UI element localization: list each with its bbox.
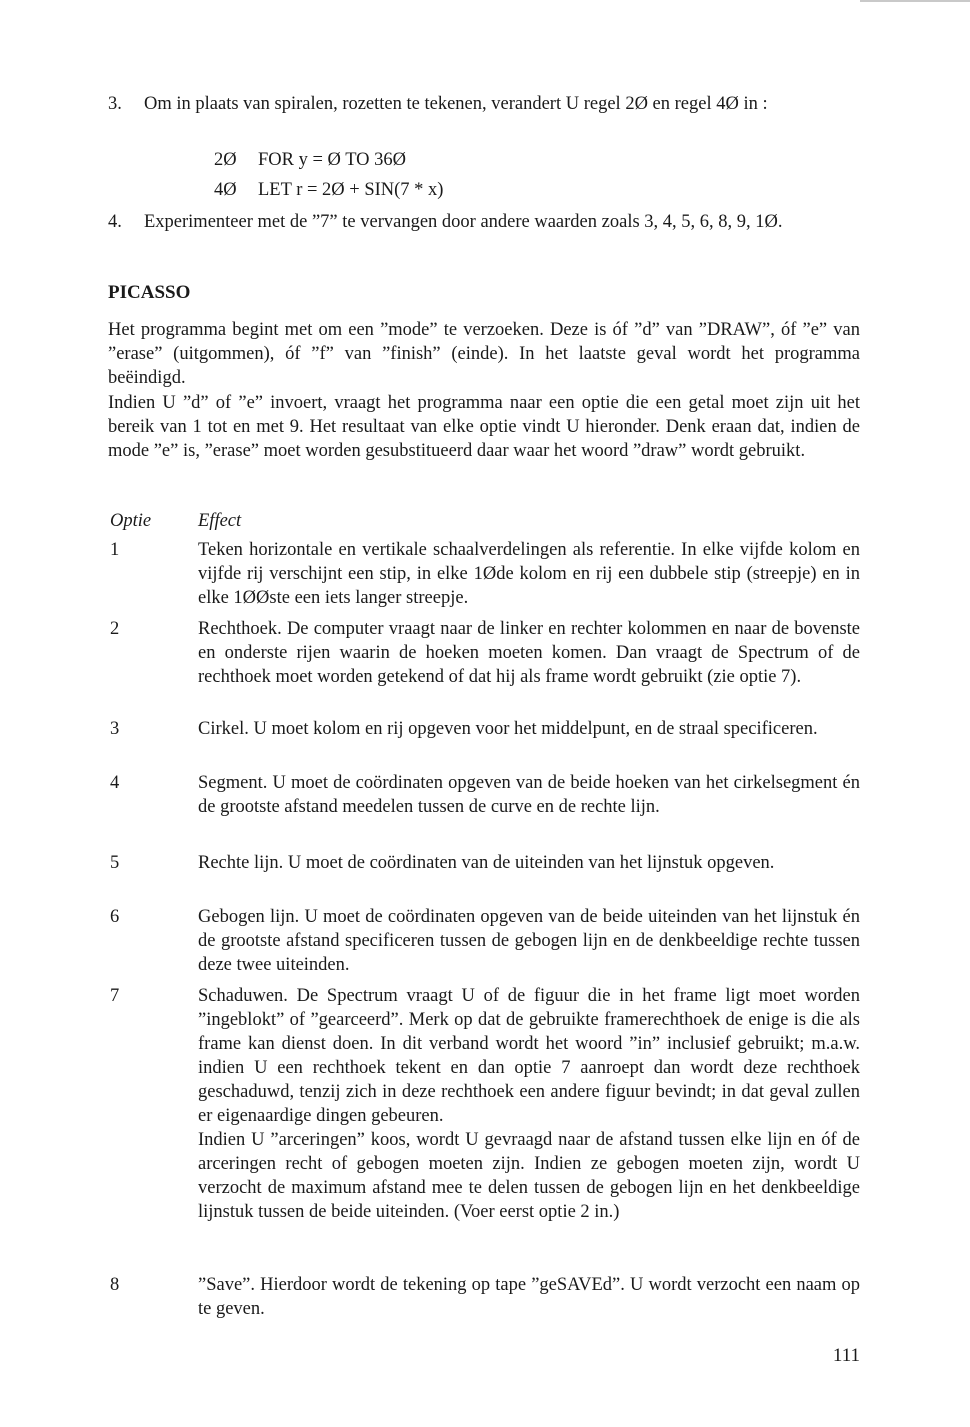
option-text: Segment. U moet de coördinaten opgeven van de beide hoeken van het cirkelsegment én de grootste afstand meedelen tussen de curve en de rechte lijn.	[198, 773, 860, 817]
code-line	[214, 148, 406, 172]
code-line-number: 4Ø	[214, 180, 237, 200]
option-number: 2	[110, 619, 120, 639]
option-description	[198, 1273, 860, 1321]
page-number: 111	[832, 1345, 860, 1366]
option-text: Schaduwen. De Spectrum vraagt U of de figuur die in het frame ligt moet worden ”ingeblokt” of ”gearceerd”. Merk op dat de gebruikte framerechthoek de enige is die als frame kan dienst doen. In dit verband wordt het woord ”in” inclusief gebruikt; m.a.w. indien U een rechthoek tekent en dan optie 7 aanroept dan wordt deze rechthoek geschaduwd, tenzij zich in deze rechthoek een andere figuur bevindt; in dat geval zullen er eigenaardige dingen gebeuren.	[198, 986, 860, 1126]
option-row	[108, 538, 860, 610]
option-row	[108, 617, 860, 689]
list-item-text: Om in plaats van spiralen, rozetten te tekenen, verandert U regel 2Ø en regel 4Ø in :	[144, 94, 768, 114]
section-heading: PICASSO	[108, 282, 191, 303]
option-description	[198, 617, 860, 689]
list-item	[108, 210, 860, 234]
option-number: 6	[110, 907, 120, 927]
option-description	[198, 851, 860, 875]
option-text: Rechte lijn. U moet de coördinaten van de uiteinden van het lijnstuk opgeven.	[198, 853, 775, 873]
paragraph: Het programma begint met om een ”mode” te verzoeken. Deze is óf ”d” van ”DRAW”, óf ”e” van ”erase” (uitgommen), óf ”f” van ”finish” (einde). In het laatste geval wordt het programma beëindigd.	[108, 320, 860, 388]
option-number: 4	[110, 773, 120, 793]
option-number: 3	[110, 719, 120, 739]
code-statement: LET r = 2Ø + SIN(7 * x)	[258, 180, 444, 200]
option-description	[198, 538, 860, 610]
option-text: Gebogen lijn. U moet de coördinaten opgeven van de beide uiteinden van het lijnstuk én de grootste afstand specificeren tussen de gebogen lijn en de denkbeeldige rechte tussen deze twee uiteinden.	[198, 907, 860, 975]
option-text: Rechthoek. De computer vraagt naar de linker en rechter kolommen en naar de bovenste en onderste rijen waarin de hoeken moeten komen. Dan vraagt de Spectrum of de rechthoek moet worden getekend of dat hij als frame wordt gebruikt (zie optie 7).	[198, 619, 860, 687]
column-header-option: Optie	[110, 511, 152, 531]
option-row	[108, 851, 860, 875]
option-row	[108, 1273, 860, 1321]
paragraph: Indien U ”d” of ”e” invoert, vraagt het programma naar een optie die een getal moet zijn uit het bereik van 1 tot en met 9. Het resultaat van elke optie vindt U hieronder. Denk eraan dat, indien de mode ”e” is, ”erase” moet worden gesubstitueerd daar waar het woord ”draw” wordt gebruikt.	[108, 393, 860, 461]
list-item	[108, 92, 860, 116]
option-text: Indien U ”arceringen” koos, wordt U gevraagd naar de afstand tussen elke lijn en óf de arceringen recht of gebogen moeten zijn. Indien ze gebogen moeten zijn, wordt U verzocht de maximum afstand mee te delen tussen de gebogen lijn en het denkbeeldige lijnstuk tussen de beide uiteinden. (Voer eerst optie 2 in.)	[198, 1130, 860, 1222]
option-number: 7	[110, 986, 120, 1006]
option-number: 8	[110, 1275, 120, 1295]
list-item-number: 4.	[108, 212, 122, 232]
option-text: Teken horizontale en vertikale schaalverdelingen als referentie. In elke vijfde kolom en vijfde rij verschijnt een stip, in elke 1Øde kolom en rij een dubbele stip (streepje) en in elke 1ØØste een iets langer streepje.	[198, 540, 860, 608]
option-description	[198, 984, 860, 1224]
option-description	[198, 905, 860, 977]
list-item-number: 3.	[108, 94, 122, 114]
option-text: Cirkel. U moet kolom en rij opgeven voor het middelpunt, en de straal specificeren.	[198, 719, 818, 739]
option-row	[108, 717, 860, 741]
option-number: 5	[110, 853, 120, 873]
column-header-effect: Effect	[198, 511, 242, 531]
option-text: ”Save”. Hierdoor wordt de tekening op tape ”geSAVEd”. U wordt verzocht een naam op te geven.	[198, 1275, 860, 1319]
option-description	[198, 717, 860, 741]
option-description	[198, 771, 860, 819]
code-statement: FOR y = Ø TO 36Ø	[258, 150, 407, 170]
code-line-number: 2Ø	[214, 150, 237, 170]
option-number: 1	[110, 540, 120, 560]
option-row	[108, 984, 860, 1224]
scan-edge	[860, 0, 970, 2]
code-line	[214, 178, 443, 202]
option-row	[108, 771, 860, 819]
list-item-text: Experimenteer met de ”7” te vervangen door andere waarden zoals 3, 4, 5, 6, 8, 9, 1Ø.	[144, 212, 783, 232]
option-row	[108, 905, 860, 977]
